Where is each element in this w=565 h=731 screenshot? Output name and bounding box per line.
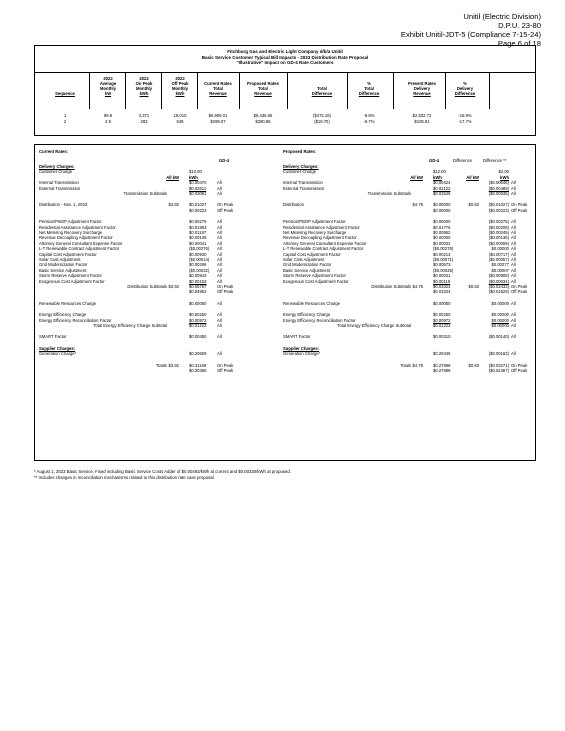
rate-period: On Peak: [511, 362, 528, 368]
rate-kwh-value: $0.00972: [433, 317, 451, 323]
rate-period: Off Peak: [217, 207, 234, 213]
rate-period: All: [511, 300, 516, 306]
rate-kwh-value: $0.31169: [189, 362, 207, 368]
rate-period: On Peak: [217, 362, 234, 368]
rate-period: Off Peak: [511, 207, 528, 213]
rate-period: Off Peak: [217, 289, 234, 295]
summary-header-cell: 2022: [139, 76, 149, 81]
rate-period: Off Peak: [511, 289, 528, 295]
rate-period: All: [511, 180, 516, 186]
rate-kwh-difference: ($0.00223): [488, 207, 509, 213]
rate-line-label: SMART Factor: [39, 334, 67, 340]
summary-header-cell: Revenue: [254, 91, 272, 96]
rate-period: All: [511, 317, 516, 323]
rate-period: All: [217, 323, 222, 328]
rate-kwh-difference: $0.00277: [491, 262, 509, 268]
rate-kwh-value: $0.01027: [189, 202, 207, 208]
footnotes: [34, 469, 291, 480]
summary-header-cell: Sequence: [55, 91, 75, 96]
summary-header-cell: Current Rates: [204, 81, 232, 86]
summary-header-cell: Total: [213, 86, 223, 91]
summary-header-cell: Total: [317, 86, 327, 91]
rate-kwh-value: ($0.00276): [189, 246, 210, 252]
column-divider: [445, 73, 446, 109]
rate-kwh-difference: $0.00000: [491, 246, 509, 252]
rate-line-label: Totals: [400, 362, 411, 368]
rate-line-label: Exogenous Cost Adjustment Factor: [39, 278, 105, 284]
proposed-rate-class: GD-4: [429, 158, 440, 163]
rate-kwh-difference: ($0.03271): [488, 362, 509, 368]
summary-header-cell: 2022: [103, 76, 113, 81]
rate-kwh-value: $0.00000: [433, 207, 451, 213]
summary-header-cell: Average: [99, 81, 117, 86]
summary-header-cell: Delivery: [456, 86, 474, 91]
rate-period: All: [217, 224, 222, 230]
summary-header-cell: Monthly: [99, 86, 117, 91]
rate-kwh-value: $0.05757: [189, 284, 207, 289]
rate-period: All: [217, 235, 222, 241]
rate-period: All: [217, 246, 222, 252]
rate-kwh-value: $0.01197: [189, 230, 207, 235]
rate-period: All: [511, 185, 516, 191]
summary-header-cell: Total: [258, 86, 268, 91]
rate-kwh-difference: $0.00000: [491, 300, 509, 306]
rate-kwh-difference: ($0.00245): [488, 230, 509, 235]
summary-header-cell: Proposed Rates: [247, 81, 279, 86]
rate-period: All: [511, 235, 516, 241]
rate-line-label: Net Metering Recovery Surcharge: [283, 230, 347, 235]
rate-period: Off Peak: [511, 368, 528, 373]
rate-kw-difference: $0.83: [468, 362, 479, 368]
rate-kwh-difference: ($0.00489): [488, 185, 509, 191]
summary-cell: $6,909.01: [208, 113, 228, 118]
rate-period: All: [511, 278, 516, 284]
rate-kwh-difference: ($0.00140): [488, 334, 509, 340]
summary-header-cell: Difference: [358, 91, 380, 96]
report-subtitle: "Illustrative" Impact on GD-4 Rate Customers: [236, 60, 334, 66]
rate-kwh-value: ($0.00071): [433, 257, 454, 262]
rate-period: On Peak: [217, 202, 234, 208]
rate-kwh-value: $0.00952: [433, 230, 451, 235]
rate-period: All: [217, 300, 222, 306]
rate-kwh-value: $0.00000: [433, 202, 451, 208]
rate-kwh-value: $0.00223: [189, 207, 207, 213]
summary-cell: $299.07: [210, 119, 226, 124]
rate-kwh-value: $0.03324: [433, 284, 451, 289]
summary-cell: $2,502.72: [412, 113, 432, 118]
summary-cell: 283: [140, 119, 148, 124]
summary-header-cell: Revenue: [413, 91, 431, 96]
summary-header-cell: On Peak: [135, 81, 153, 86]
rate-period: All: [217, 351, 222, 357]
rate-period: All: [217, 278, 222, 284]
rate-line-label: Customer Charge: [39, 169, 73, 175]
summary-cell: 1: [63, 113, 67, 118]
summary-header-cell: kW: [104, 91, 112, 96]
rate-line-label: L-T Renewable Contract Adjustment Factor: [283, 246, 364, 252]
rate-kwh-value: $0.00573: [433, 262, 451, 268]
rate-line-label: Energy Efficiency Charge: [283, 312, 331, 318]
summary-cell: -6.8%: [363, 113, 375, 118]
summary-header-cell: Difference: [454, 91, 476, 96]
summary-header-cell: kWh: [139, 91, 149, 96]
summary-header-cell: Monthly: [135, 86, 153, 91]
summary-cell: ($18.70): [314, 119, 330, 124]
rate-kwh-difference: ($0.00163): [488, 351, 509, 357]
company-name: Fitchburg Gas and Electric Light Company d/b/a Unitil: [227, 49, 343, 54]
rate-kwh-value: $0.02546: [433, 191, 451, 196]
division-name: Unitil (Electric Division): [463, 12, 541, 21]
column-head-kw: All kW: [166, 174, 179, 180]
summary-title: [35, 49, 535, 66]
rate-line-label: L-T Renewable Contract Adjustment Factor: [39, 246, 120, 252]
rate-kw-value: $3.92: [168, 284, 179, 289]
summary-box: [34, 45, 536, 136]
rate-kwh-value: ($0.00276): [433, 246, 454, 252]
column-divider: [393, 73, 394, 109]
rate-period: All: [217, 230, 222, 235]
rate-kwh-difference: $0.00000: [491, 312, 509, 318]
rate-kwh-value: $0.00213: [433, 251, 451, 257]
rate-line-label: Storm Reserve Adjustment Factor: [39, 273, 102, 279]
summary-header-cell: kWh: [175, 91, 185, 96]
rate-kwh-value: $0.00050: [189, 300, 207, 306]
rate-period: All: [217, 240, 222, 246]
rate-kwh-value: ($0.00025): [433, 267, 454, 273]
rate-period: On Peak: [217, 284, 234, 289]
column-divider: [287, 73, 288, 109]
rate-kwh-difference: ($0.00009): [488, 240, 509, 246]
rate-line-label: Renewable Resources Charge: [283, 300, 341, 306]
rate-period: All: [511, 312, 516, 318]
difference-label: Difference: [453, 158, 473, 163]
rate-line-label: Revenue Decoupling Adjustment Factor: [39, 235, 113, 241]
section-heading: Supplier Charges:: [283, 345, 320, 351]
column-divider: [239, 73, 240, 109]
rate-kwh-value: $0.00031: [433, 273, 451, 279]
rate-line-label: Distribution Subtotals: [371, 284, 411, 289]
rate-line-label: Capital Cost Adjustment Factor: [283, 251, 341, 257]
rate-kwh-difference: ($0.00057): [488, 257, 509, 262]
rate-line-label: Capital Cost Adjustment Factor: [39, 251, 97, 257]
page-number: Page 6 of 18: [497, 39, 541, 48]
rate-line-label: Solar Cost Adjustment: [39, 257, 81, 262]
rate-kw-value: $4.75: [412, 362, 423, 368]
rate-kwh-value: $0.20446: [433, 351, 451, 357]
rate-period: All: [511, 267, 516, 273]
rate-period: All: [511, 191, 516, 196]
rate-kwh-value: $0.00000: [433, 219, 451, 225]
summary-header-cell: Off Peak: [171, 81, 189, 86]
column-head-kwh: kWh: [433, 174, 442, 180]
rate-line-label: Internal Transmission: [283, 180, 323, 186]
rate-kwh-value: $0.00424: [433, 180, 451, 186]
current-rate-class: GD-4: [219, 158, 230, 163]
rate-kw-difference: $0.83: [468, 202, 479, 208]
rate-kwh-value: $0.30365: [189, 368, 207, 373]
column-head-kw: All kW: [410, 174, 423, 180]
rate-period: All: [511, 334, 516, 340]
difference-label-2: Difference **: [483, 158, 507, 163]
rate-line-label: Basic Service Adjustment: [283, 267, 331, 273]
rate-kwh-value: $0.01983: [189, 224, 207, 230]
rate-kw-value: $3.92: [168, 202, 179, 208]
rate-line-label: Residential Assistance Adjustment Factor: [283, 224, 360, 230]
rate-period: All: [217, 262, 222, 268]
rate-period: All: [217, 257, 222, 262]
rate-period: All: [511, 351, 516, 357]
rate-kwh-value: $0.00275: [189, 219, 207, 225]
rate-period: All: [217, 185, 222, 191]
summary-header-cell: 2022: [175, 76, 185, 81]
column-head-kwh-diff: kWh: [500, 174, 509, 180]
summary-header-cell: Delivery: [413, 86, 431, 91]
summary-cell: $105.91: [414, 119, 430, 124]
summary-cell: 649: [176, 119, 184, 124]
rate-line-label: Net Metering Recovery Surcharge: [39, 230, 103, 235]
rate-kwh-value: $0.00310: [433, 334, 451, 340]
rate-kwh-value: $0.27898: [433, 368, 451, 373]
rate-period: All: [511, 251, 516, 257]
summary-header-cell: Difference: [311, 91, 333, 96]
summary-cell: 2.9: [105, 119, 111, 124]
rate-period: All: [217, 267, 222, 273]
rate-kwh-value: $0.00296: [189, 262, 207, 268]
rate-kwh-difference: ($0.00046): [488, 180, 509, 186]
rate-line-label: Generation Charge*: [283, 351, 321, 357]
rate-kwh-value: $0.01222: [189, 323, 207, 328]
summary-cell: 3,371: [138, 113, 150, 118]
rate-line-label: Distribution: [283, 202, 304, 208]
summary-cell: 2: [63, 119, 67, 124]
exhibit-number: Exhibit Unitil-JDT-5 (Compliance 7-15-24): [400, 30, 541, 39]
rate-line-label: Total Energy Efficiency Charge Subtotal: [337, 323, 411, 328]
section-heading: Delivery Charges:: [283, 164, 319, 169]
rate-kwh-difference: ($0.00208): [488, 224, 509, 230]
rate-period: All: [511, 224, 516, 230]
rate-kwh-value: $0.00943: [189, 273, 207, 279]
rate-kwh-value: $0.03324: [433, 289, 451, 295]
rate-kwh-difference: ($0.00136): [488, 235, 509, 241]
rate-kwh-value: $0.00032: [433, 240, 451, 246]
rate-line-label: Revenue Decoupling Adjustment Factor: [283, 235, 357, 241]
rate-kwh-value: $0.01775: [433, 224, 451, 230]
rate-period: All: [511, 323, 516, 328]
rate-period: On Peak: [511, 202, 528, 208]
rate-line-label: Energy Efficiency Reconciliation Factor: [39, 317, 112, 323]
summary-cell: ($472.16): [313, 113, 331, 118]
rate-kwh-value: ($0.00014): [189, 257, 210, 262]
rate-line-label: Solar Cost Adjustment: [283, 257, 325, 262]
summary-header-cell: %: [367, 81, 371, 86]
rate-kwh-difference: $0.00007: [491, 267, 509, 273]
rate-kwh-value: $0.03081: [189, 191, 207, 196]
rate-kwh-value: $0.00450: [189, 334, 207, 340]
summary-header-cell: Revenue: [209, 91, 227, 96]
rate-kw-difference: $0.83: [468, 284, 479, 289]
rate-period: On Peak: [511, 284, 528, 289]
summary-cell: -6.7%: [363, 119, 375, 124]
rate-kwh-difference: ($0.02467): [488, 368, 509, 373]
rate-kwh-value: $10.00: [189, 169, 202, 175]
rate-line-label: External Transmission: [283, 185, 325, 191]
summary-cell: 19,010: [173, 113, 187, 118]
rate-kwh-value: $0.00930: [189, 251, 207, 257]
summary-table: [35, 72, 535, 137]
rate-line-label: Transmission Subtotals: [367, 191, 411, 196]
rate-kwh-value: $0.00250: [189, 312, 207, 318]
rate-line-label: Distribution - Nov. 1, 2023: [39, 202, 88, 208]
rate-period: Off Peak: [217, 368, 234, 373]
footnote-2: ** Includes changes in reconciliation mechanisms related to this distribution rate case proposal.: [34, 474, 215, 480]
column-head-kw-diff: All kW: [466, 174, 479, 180]
column-head-kwh: kWh: [189, 174, 198, 180]
rate-period: All: [217, 219, 222, 225]
docket-number: D.P.U. 23-80: [498, 21, 541, 30]
rate-kwh-difference: ($0.00717): [488, 251, 509, 257]
section-heading: Supplier Charges:: [39, 345, 76, 351]
rate-line-label: SMART Factor: [283, 334, 311, 340]
rate-line-label: Distribution Subtotals: [127, 284, 167, 289]
rate-period: All: [511, 262, 516, 268]
rate-period: All: [217, 312, 222, 318]
summary-header-cell: Monthly: [171, 86, 189, 91]
rate-line-label: Total Energy Efficiency Charge Subtotal: [93, 323, 167, 328]
rate-period: All: [511, 246, 516, 252]
rate-kwh-value: $0.00050: [433, 300, 451, 306]
rate-line-label: Attorney General Consultant Expense Factor: [283, 240, 367, 246]
rate-period: All: [217, 180, 222, 186]
rate-kwh-difference: ($0.00535): [488, 191, 509, 196]
report-title: Basic Service Customer Typical Bill Impacts - 2023 Distribution Rate Proposal: [201, 54, 369, 60]
rate-period: All: [511, 219, 516, 225]
footnote-1: * August 1, 2023 Basic Service, Fixed including Basic Service Costs Adder of $0.00493/kWh at current and $0.00330/kWh at proposed.: [34, 469, 292, 474]
rate-kwh-difference: $0.00000: [491, 317, 509, 323]
rate-line-label: Grid Modernization Factor: [283, 262, 332, 268]
proposed-rates-heading: Proposed Rates:: [283, 149, 317, 154]
summary-cell: $280.86: [255, 119, 271, 124]
rate-line-label: Grid Modernization Factor: [39, 262, 88, 268]
rate-kwh-difference: ($0.00034): [488, 278, 509, 284]
summary-cell: -18.9%: [458, 113, 472, 118]
rate-kwh-difference: ($0.00909): [488, 273, 509, 279]
rate-period: All: [511, 240, 516, 246]
rate-kwh-difference: ($0.00275): [488, 219, 509, 225]
rate-kwh-value: $0.00136: [189, 235, 207, 241]
rate-kwh-value: $0.27898: [433, 362, 451, 368]
rate-kwh-value: $0.02122: [433, 185, 451, 191]
rate-line-label: Pension/PBOP Adjustment Factor: [39, 219, 102, 225]
rate-period: All: [217, 251, 222, 257]
rate-line-label: Totals: [156, 362, 167, 368]
rate-line-label: Energy Efficiency Reconciliation Factor: [283, 317, 356, 323]
rate-line-label: Generation Charge*: [39, 351, 77, 357]
section-heading: Delivery Charges:: [39, 164, 75, 169]
rate-line-label: Basic Service Adjustment: [39, 267, 87, 273]
summary-header-cell: Total: [364, 86, 374, 91]
summary-header-cell: %: [463, 81, 467, 86]
rate-kwh-value: $0.00153: [189, 278, 207, 284]
rate-kwh-value: $0.20609: [189, 351, 207, 357]
rate-kwh-value: $0.04953: [189, 289, 207, 295]
rate-kwh-value: $0.00000: [433, 235, 451, 241]
rates-comparison-box: [34, 144, 536, 461]
rate-line-label: Attorney General Consultant Expense Factor: [39, 240, 123, 246]
rate-kwh-difference: ($0.02433): [488, 284, 509, 289]
rate-period: All: [511, 257, 516, 262]
rate-line-label: Internal Transmission: [39, 180, 79, 186]
rate-kwh-difference: $0.00000: [491, 323, 509, 328]
rate-kwh-value: $0.00119: [433, 278, 451, 284]
rate-line-label: Renewable Resources Charge: [39, 300, 97, 306]
column-divider: [161, 73, 162, 109]
rate-kwh-value: $12.00: [433, 169, 446, 175]
summary-cell: 98.9: [103, 113, 113, 118]
rate-period: All: [217, 191, 222, 196]
rate-kwh-value: $0.00470: [189, 180, 207, 186]
rate-period: All: [217, 273, 222, 279]
current-rates-heading: Current Rates:: [39, 149, 69, 154]
column-divider: [347, 73, 348, 109]
rate-kwh-value: $0.02611: [189, 185, 207, 191]
rate-line-label: Energy Efficiency Charge: [39, 312, 87, 318]
rate-kwh-value: $0.00250: [433, 312, 451, 318]
rate-period: All: [511, 273, 516, 279]
rate-line-label: External Transmission: [39, 185, 81, 191]
rate-kwh-value: ($0.00032): [189, 267, 210, 273]
rate-kwh-value: $0.00972: [189, 317, 207, 323]
rate-line-label: Storm Reserve Adjustment Factor: [283, 273, 346, 279]
rate-line-label: Transmission Subtotals: [123, 191, 167, 196]
rate-kw-value: $4.75: [412, 284, 423, 289]
rate-line-label: Exogenous Cost Adjustment Factor: [283, 278, 349, 284]
summary-cell: -17.7%: [458, 119, 472, 124]
rate-kwh-difference: $2.00: [498, 169, 509, 175]
rate-line-label: Residential Assistance Adjustment Factor: [39, 224, 116, 230]
summary-header-cell: Present Rates: [408, 81, 436, 86]
column-divider: [489, 73, 490, 109]
rate-kwh-value: $0.00041: [189, 240, 207, 246]
rate-kwh-difference: ($0.01027): [488, 202, 509, 208]
page-header: [401, 12, 541, 48]
rate-line-label: Customer Charge: [283, 169, 317, 175]
rate-period: All: [217, 334, 222, 340]
rate-period: All: [217, 317, 222, 323]
rate-kw-value: $3.92: [168, 362, 179, 368]
column-divider: [125, 73, 126, 109]
rate-line-label: Pension/PBOP Adjustment Factor: [283, 219, 346, 225]
rate-period: All: [511, 230, 516, 235]
rate-kw-value: $4.75: [412, 202, 423, 208]
summary-cell: $6,436.85: [253, 113, 273, 118]
rate-kwh-difference: ($0.01629): [488, 289, 509, 295]
rate-kwh-value: $0.01222: [433, 323, 451, 328]
